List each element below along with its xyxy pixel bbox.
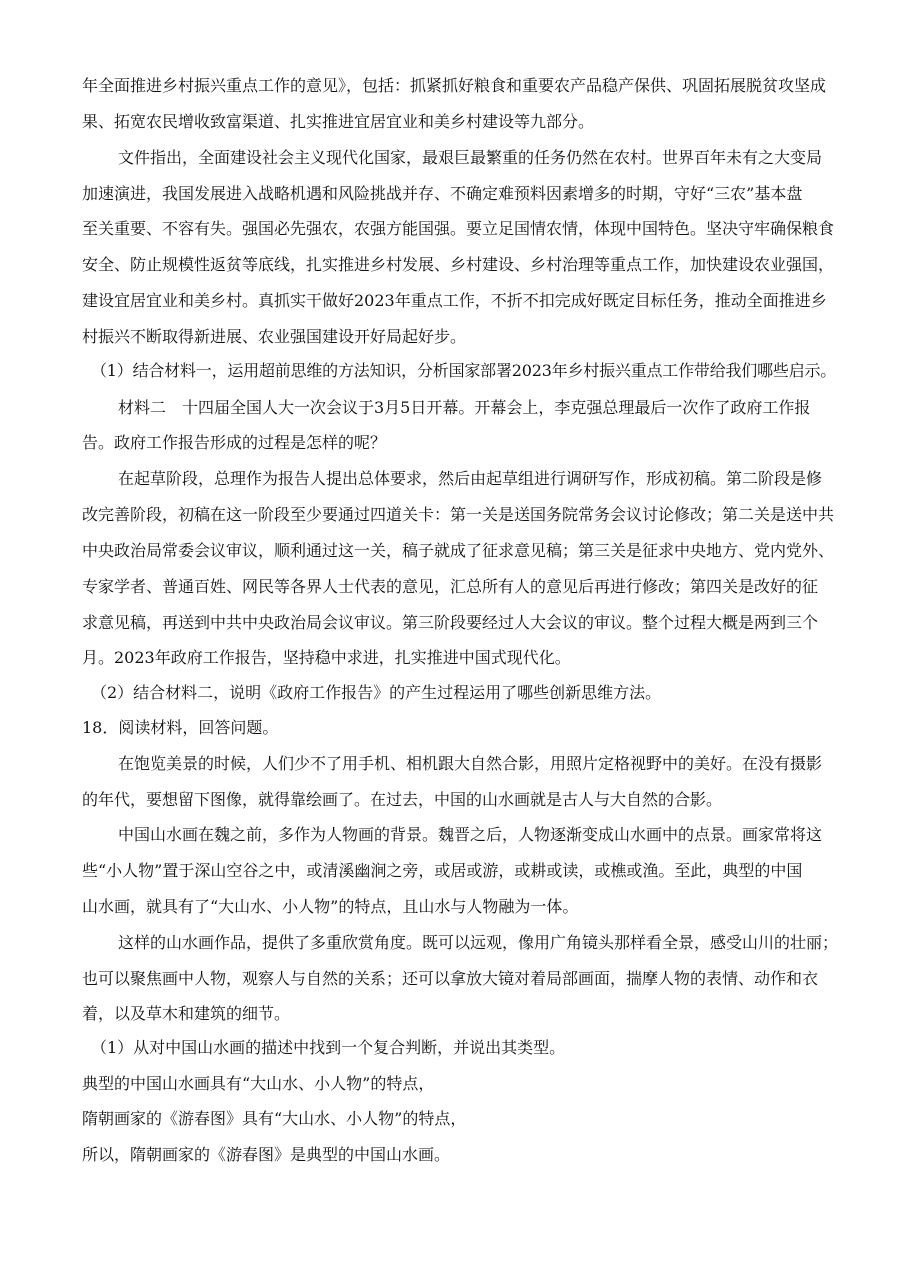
- question-heading: 18．阅读材料，回答问题。: [82, 718, 279, 737]
- paragraph-line: 在饱览美景的时候，人们少不了用手机、相机跟大自然合影，用照片定格视野中的美好。在没有摄影: [118, 754, 823, 773]
- paragraph-line: 些“小人物”置于深山空谷之中，或清溪幽涧之旁，或居或游，或耕或读，或樵或渔。至此，典型的中国: [82, 861, 803, 880]
- paragraph-line: 月。2023年政府工作报告，坚持稳中求进，扎实推进中国式现代化。: [82, 648, 571, 667]
- paragraph-line: 告。政府工作报告形成的过程是怎样的呢？: [82, 433, 387, 452]
- paragraph-line: 的年代，要想留下图像，就得靠绘画了。在过去，中国的山水画就是古人与大自然的合影。: [82, 790, 723, 809]
- paragraph-line: 这样的山水画作品，提供了多重欣赏角度。既可以远观，像用广角镜头那样看全景，感受山川的壮丽；: [118, 933, 839, 952]
- question-line: （2）结合材料二，说明《政府工作报告》的产生过程运用了哪些创新思维方法。: [91, 683, 662, 702]
- paragraph-line: 文件指出，全面建设社会主义现代化国家，最艰巨最繁重的任务仍然在农村。世界百年未有之大变局: [118, 148, 823, 167]
- material-heading-line: 材料二 十四届全国人大一次会议于3月5日开幕。开幕会上，李克强总理最后一次作了政府工作报: [118, 398, 811, 417]
- question-line: （1）结合材料一，运用超前思维的方法知识，分析国家部署2023年乡村振兴重点工作带给我们哪些启示。: [91, 361, 837, 380]
- question-line: （1）从对中国山水画的描述中找到一个复合判断，并说出其类型。: [91, 1038, 566, 1057]
- paragraph-line: 建设宜居宜业和美乡村。真抓实干做好2023年重点工作，不折不扣完成好既定目标任务，推动全面推进乡: [82, 291, 827, 310]
- answer-line: 所以，隋朝画家的《游春图》是典型的中国山水画。: [82, 1145, 451, 1164]
- paragraph-line: 至关重要、不容有失。强国必先强农，农强方能国强。要立足国情农情，体现中国特色。坚决守牢确保粮食: [82, 219, 835, 238]
- paragraph-line: 在起草阶段，总理作为报告人提出总体要求，然后由起草组进行调研写作，形成初稿。第二阶段是修: [118, 469, 823, 488]
- paragraph-line: 安全、防止规模性返贫等底线，扎实推进乡村发展、乡村建设、乡村治理等重点工作，加快建设农业强国，: [82, 255, 835, 274]
- paragraph-line: 村振兴不断取得新进展、农业强国建设开好局起好步。: [82, 327, 467, 346]
- paragraph-line: 改完善阶段，初稿在这一阶段至少要通过四道关卡：第一关是送国务院常务会议讨论修改；第二关是送中共: [82, 505, 835, 524]
- paragraph-line: 也可以聚焦画中人物，观察人与自然的关系；还可以拿放大镜对着局部画面，揣摩人物的表情、动作和衣: [82, 969, 819, 988]
- paragraph-line: 着，以及草木和建筑的细节。: [82, 1004, 291, 1023]
- paragraph-line: 山水画，就具有了“大山水、小人物”的特点，且山水与人物融为一体。: [82, 897, 579, 916]
- answer-line: 隋朝画家的《游春图》具有“大山水、小人物”的特点，: [82, 1109, 467, 1128]
- paragraph-line: 求意见稿，再送到中共中央政治局会议审议。第三阶段要经过人大会议的审议。整个过程大概是两到三个: [82, 613, 819, 632]
- paragraph-line: 中国山水画在魏之前，多作为人物画的背景。魏晋之后，人物逐渐变成山水画中的点景。画家常将这: [118, 825, 823, 844]
- paragraph-line: 年全面推进乡村振兴重点工作的意见》，包括：抓紧抓好粮食和重要农产品稳产保供、巩固拓展脱贫攻坚成: [82, 76, 827, 95]
- answer-line: 典型的中国山水画具有“大山水、小人物”的特点，: [82, 1074, 435, 1093]
- paragraph-line: 加速演进，我国发展进入战略机遇和风险挑战并存、不确定难预料因素增多的时期，守好“三农”基本盘: [82, 184, 803, 203]
- paragraph-line: 果、拓宽农民增收致富渠道、扎实推进宜居宜业和美乡村建设等九部分。: [82, 112, 595, 131]
- paragraph-line: 专家学者、普通百姓、网民等各界人士代表的意见，汇总所有人的意见后再进行修改；第四关是改好的征: [82, 577, 819, 596]
- paragraph-line: 中央政治局常委会议审议，顺利通过这一关，稿子就成了征求意见稿；第三关是征求中央地方、党内党外、: [82, 541, 835, 560]
